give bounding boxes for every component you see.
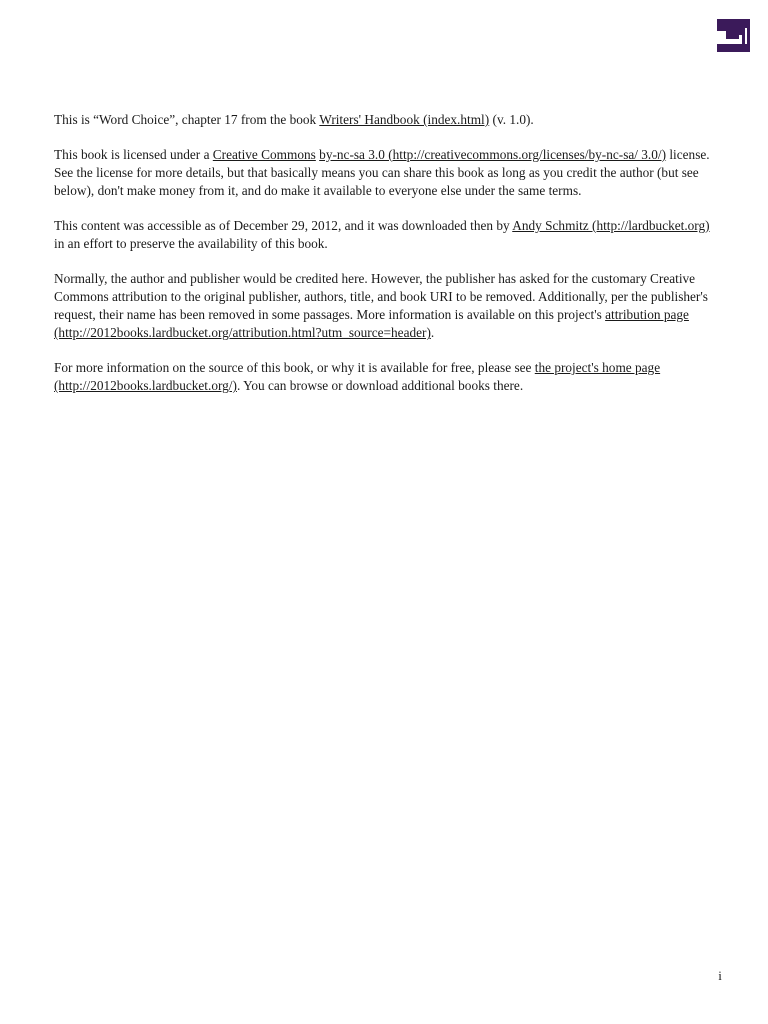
lardbucket-logo — [717, 19, 750, 52]
paragraph-text: . You can browse or download additional books there. — [236, 378, 524, 394]
paragraph-text: (v. 1.0). — [489, 112, 534, 127]
page-number: i — [718, 968, 722, 983]
license-link[interactable]: by-nc-sa 3.0 (http://creativecommons.org/licenses/by-nc-sa/ 3.0/) — [319, 146, 667, 162]
book-index-link[interactable]: Writers' Handbook (index.html) — [319, 112, 490, 127]
paragraph-text: in an effort to preserve the availability of this book. — [54, 236, 328, 252]
logo-icon — [717, 19, 750, 52]
paragraph-1 — [54, 111, 716, 129]
project-home-page-link[interactable]: the project's home page (http://2012books.lardbucket.org/) — [54, 360, 661, 394]
attribution-page-link[interactable]: attribution page (http://2012books.lardbucket.org/attribution.html?utm_source=header) — [54, 307, 689, 341]
paragraph-text: This is “Word Choice”, chapter 17 from the book — [54, 112, 320, 127]
paragraph-3 — [54, 217, 716, 253]
paragraph-text: This content was accessible as of December 29, 2012, and it was downloaded then by — [54, 217, 513, 233]
paragraph-2 — [54, 146, 716, 201]
paragraph-text: Normally, the author and publisher would be credited here. However, the publisher has asked for the customary Creative Commons attribution to the original publisher, authors, title, and book URI to be removed. Additionally, per the publisher's request, their name has been removed in some passages. More information is available on this project's — [54, 270, 708, 323]
paragraph-text: license. See the license for more details, but that basically means you can share this book as long as you credit the author (but see below), don't make money from it, and do make it available to everyone else under the same terms. — [54, 146, 710, 199]
paragraph-text: . — [430, 325, 435, 341]
paragraph-text: For more information on the source of this book, or why it is available for free, please see — [54, 360, 535, 376]
creative-commons-link[interactable]: Creative Commons — [212, 146, 316, 162]
paragraph-text: This book is licensed under a — [54, 146, 213, 162]
paragraph-4 — [54, 270, 716, 343]
andy-schmitz-link[interactable]: Andy Schmitz (http://lardbucket.org) — [512, 217, 710, 233]
paragraph-5 — [54, 359, 716, 395]
front-matter-text — [54, 111, 716, 412]
